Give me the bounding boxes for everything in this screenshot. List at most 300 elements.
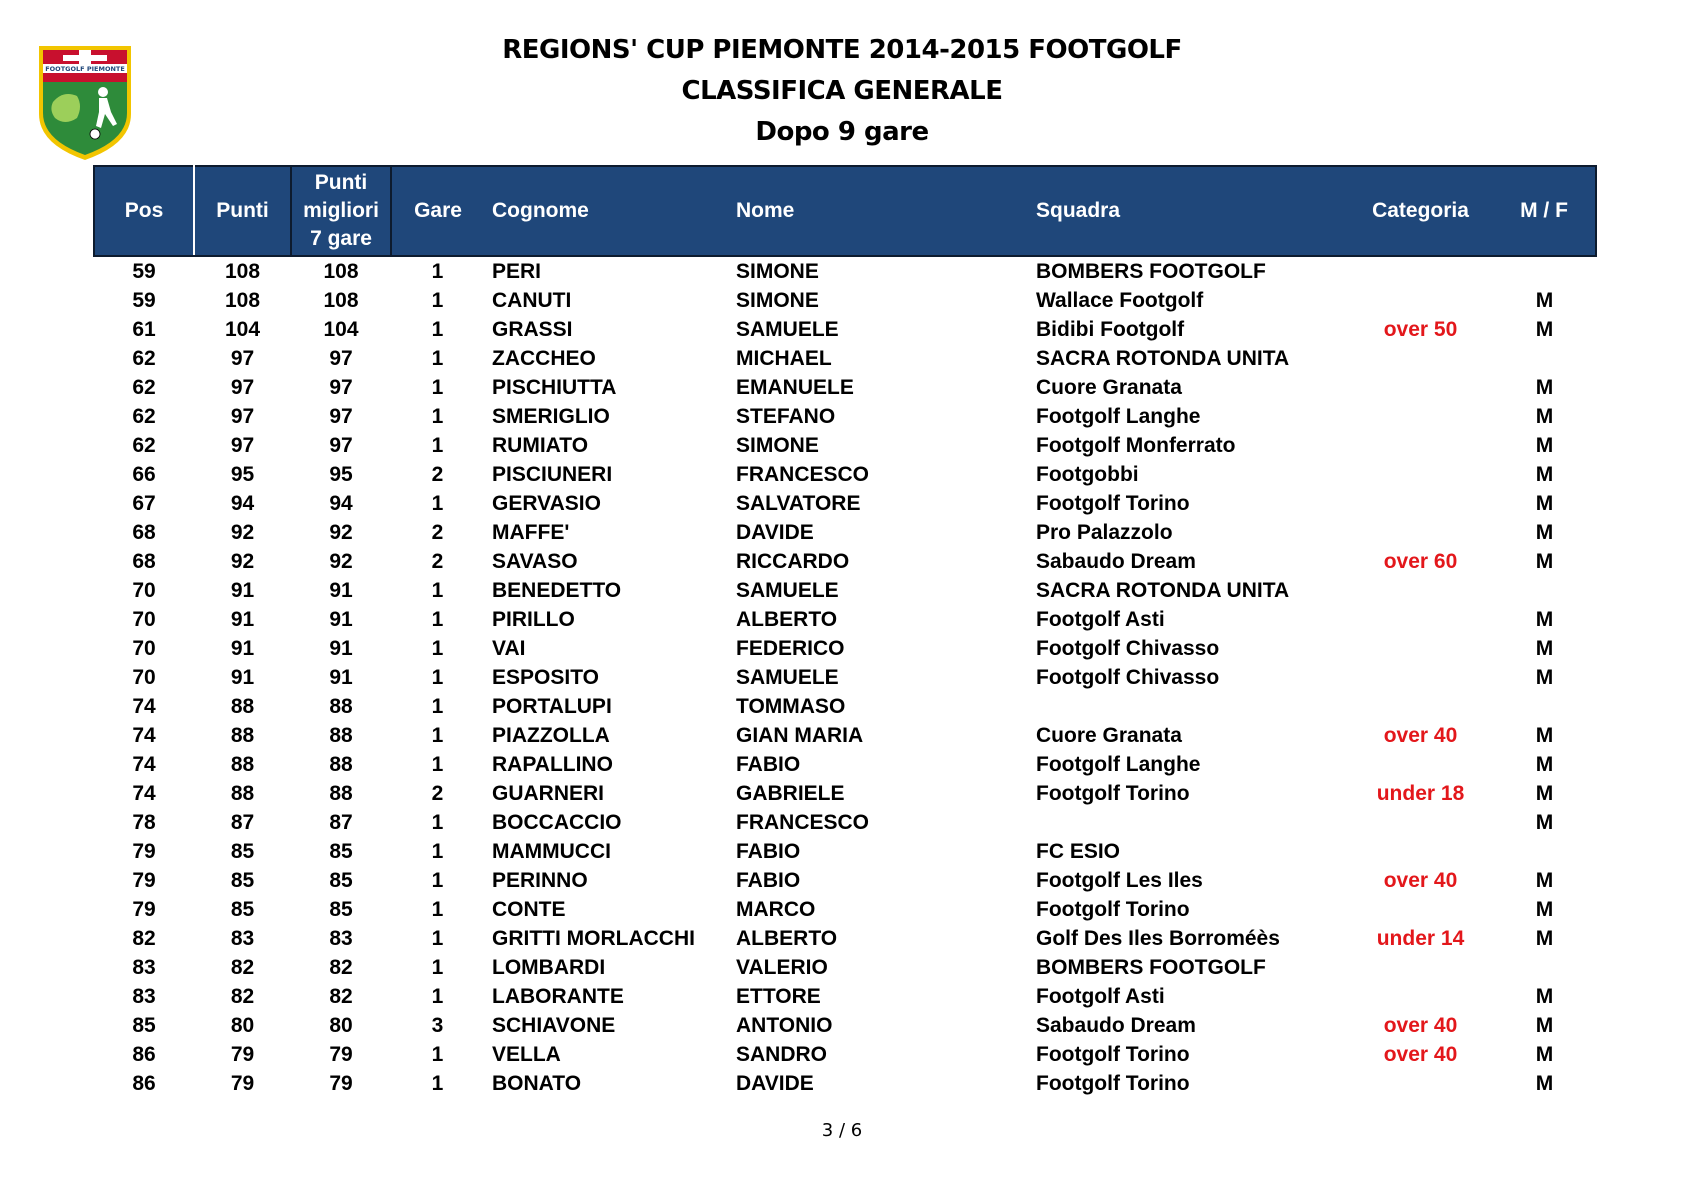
cell-mf: M bbox=[1535, 376, 1554, 399]
cell-gare: 1 bbox=[431, 753, 444, 776]
cell-punti: 83 bbox=[230, 927, 255, 950]
cell-nome: MARCO bbox=[736, 898, 816, 921]
table-row bbox=[94, 634, 1596, 663]
cell-cognome: GUARNERI bbox=[492, 782, 605, 805]
cell-punti: 108 bbox=[224, 289, 261, 312]
col-header-mf: M / F bbox=[1493, 166, 1596, 256]
cell-gare: 1 bbox=[431, 289, 444, 312]
cell-pos: 70 bbox=[132, 579, 156, 602]
cell-categoria: over 40 bbox=[1383, 724, 1458, 747]
cell-mf: M bbox=[1535, 985, 1554, 1008]
cell-cognome: LABORANTE bbox=[492, 985, 624, 1008]
cell-pos: 62 bbox=[132, 347, 156, 370]
cell-mf: M bbox=[1535, 782, 1554, 805]
cell-cognome: BOCCACCIO bbox=[492, 811, 622, 834]
cell-nome: DAVIDE bbox=[736, 521, 814, 544]
cell-punti-migliori: 91 bbox=[329, 608, 353, 631]
cell-punti-migliori: 104 bbox=[323, 318, 359, 341]
cell-pos: 62 bbox=[132, 434, 156, 457]
cell-gare: 2 bbox=[431, 521, 444, 544]
cell-nome: VALERIO bbox=[736, 956, 828, 979]
cell-mf bbox=[1493, 256, 1596, 286]
table-row bbox=[94, 344, 1596, 373]
cell-categoria: under 14 bbox=[1376, 927, 1465, 950]
cell-gare: 1 bbox=[431, 666, 444, 689]
cell-mf: M bbox=[1535, 608, 1554, 631]
cell-nome: SIMONE bbox=[736, 289, 819, 312]
cell-cognome: BENEDETTO bbox=[492, 579, 622, 602]
cell-gare: 1 bbox=[431, 492, 444, 515]
cell-punti-migliori: 83 bbox=[329, 927, 353, 950]
cell-punti-migliori: 79 bbox=[329, 1072, 353, 1095]
cell-squadra: Footgolf Langhe bbox=[1036, 753, 1201, 776]
cell-squadra: SACRA ROTONDA UNITA bbox=[1036, 579, 1290, 602]
table-row bbox=[94, 837, 1596, 866]
table-row bbox=[94, 895, 1596, 924]
table-row bbox=[94, 402, 1596, 431]
cell-mf: M bbox=[1535, 1014, 1554, 1037]
col-header-punti-migliori-line3: 7 gare bbox=[310, 227, 372, 250]
cell-pos: 79 bbox=[132, 869, 156, 892]
cell-punti: 97 bbox=[230, 405, 255, 428]
cell-nome: GIAN MARIA bbox=[736, 724, 864, 747]
cell-punti-migliori: 85 bbox=[329, 869, 353, 892]
table-body bbox=[94, 256, 1596, 1098]
cell-categoria bbox=[1348, 692, 1493, 721]
cell-mf: M bbox=[1535, 869, 1554, 892]
cell-gare: 1 bbox=[431, 1072, 444, 1095]
cell-categoria bbox=[1348, 373, 1493, 402]
cell-categoria bbox=[1348, 518, 1493, 547]
cell-mf bbox=[1493, 692, 1596, 721]
cell-cognome: GRITTI MORLACCHI bbox=[492, 927, 695, 950]
cell-mf: M bbox=[1535, 289, 1554, 312]
cell-punti: 92 bbox=[230, 521, 255, 544]
cell-categoria: under 18 bbox=[1376, 782, 1465, 805]
cell-gare: 1 bbox=[431, 985, 444, 1008]
table-row bbox=[94, 866, 1596, 895]
table-row bbox=[94, 576, 1596, 605]
cell-gare: 1 bbox=[431, 869, 444, 892]
cell-punti: 91 bbox=[230, 637, 255, 660]
cell-punti: 108 bbox=[224, 260, 261, 283]
cell-categoria bbox=[1348, 1069, 1493, 1098]
cell-gare: 1 bbox=[431, 376, 444, 399]
cell-punti: 97 bbox=[230, 434, 255, 457]
cell-mf bbox=[1493, 576, 1596, 605]
cell-categoria bbox=[1348, 953, 1493, 982]
cell-punti-migliori: 97 bbox=[329, 434, 353, 457]
cell-cognome: PISCHIUTTA bbox=[492, 376, 617, 399]
cell-gare: 3 bbox=[431, 1014, 444, 1037]
cell-punti: 91 bbox=[230, 666, 255, 689]
cell-gare: 1 bbox=[431, 260, 444, 283]
table-row bbox=[94, 1069, 1596, 1098]
cell-mf: M bbox=[1535, 898, 1554, 921]
cell-nome: SIMONE bbox=[736, 434, 819, 457]
cell-categoria bbox=[1348, 286, 1493, 315]
cell-nome: MICHAEL bbox=[736, 347, 832, 370]
cell-mf: M bbox=[1535, 434, 1554, 457]
cell-nome: ALBERTO bbox=[736, 927, 838, 950]
cell-squadra: BOMBERS FOOTGOLF bbox=[1036, 956, 1266, 979]
cell-categoria bbox=[1348, 605, 1493, 634]
cell-punti: 95 bbox=[230, 463, 255, 486]
cell-punti-migliori: 108 bbox=[323, 260, 359, 283]
cell-punti: 88 bbox=[230, 724, 255, 747]
cell-cognome: PIRILLO bbox=[492, 608, 575, 631]
cell-punti-migliori: 88 bbox=[329, 782, 353, 805]
cell-punti: 92 bbox=[230, 550, 255, 573]
cell-squadra: Footgolf Asti bbox=[1036, 985, 1165, 1008]
table-row bbox=[94, 605, 1596, 634]
cell-squadra: Footgolf Chivasso bbox=[1036, 666, 1220, 689]
cell-pos: 85 bbox=[132, 1014, 156, 1037]
cell-pos: 59 bbox=[132, 289, 156, 312]
cell-squadra: Cuore Granata bbox=[1036, 376, 1182, 399]
cell-squadra: Footgolf Les Iles bbox=[1036, 869, 1203, 892]
cell-mf: M bbox=[1535, 550, 1554, 573]
table-row bbox=[94, 373, 1596, 402]
cell-gare: 1 bbox=[431, 579, 444, 602]
cell-cognome: CANUTI bbox=[492, 289, 572, 312]
cell-punti: 79 bbox=[230, 1072, 255, 1095]
cell-cognome: GRASSI bbox=[492, 318, 573, 341]
cell-mf: M bbox=[1535, 724, 1554, 747]
table-row bbox=[94, 460, 1596, 489]
cell-gare: 1 bbox=[431, 811, 444, 834]
cell-gare: 1 bbox=[431, 1043, 444, 1066]
cell-gare: 2 bbox=[431, 463, 444, 486]
cell-cognome: SCHIAVONE bbox=[492, 1014, 616, 1037]
table-row bbox=[94, 663, 1596, 692]
cell-nome: FABIO bbox=[736, 840, 801, 863]
cell-punti: 91 bbox=[230, 608, 255, 631]
cell-categoria bbox=[1348, 895, 1493, 924]
cell-pos: 74 bbox=[132, 695, 156, 718]
cell-mf: M bbox=[1535, 753, 1554, 776]
cell-pos: 83 bbox=[132, 985, 156, 1008]
cell-punti: 82 bbox=[230, 985, 255, 1008]
cell-pos: 79 bbox=[132, 840, 156, 863]
col-header-squadra: Squadra bbox=[1028, 166, 1348, 256]
cell-mf: M bbox=[1535, 666, 1554, 689]
table-row bbox=[94, 750, 1596, 779]
cell-mf: M bbox=[1535, 492, 1554, 515]
cell-pos: 68 bbox=[132, 521, 156, 544]
cell-categoria bbox=[1348, 576, 1493, 605]
cell-cognome: VELLA bbox=[492, 1043, 561, 1066]
cell-cognome: RAPALLINO bbox=[492, 753, 613, 776]
cell-cognome: GERVASIO bbox=[492, 492, 601, 515]
page-subtitle: CLASSIFICA GENERALE bbox=[681, 76, 1003, 106]
cell-punti-migliori: 82 bbox=[329, 985, 353, 1008]
table-row bbox=[94, 1011, 1596, 1040]
cell-gare: 1 bbox=[431, 956, 444, 979]
cell-punti-migliori: 88 bbox=[329, 695, 353, 718]
cell-nome: GABRIELE bbox=[736, 782, 845, 805]
cell-punti: 87 bbox=[230, 811, 255, 834]
cell-pos: 70 bbox=[132, 666, 156, 689]
cell-mf: M bbox=[1535, 1043, 1554, 1066]
cell-nome: SAMUELE bbox=[736, 666, 839, 689]
cell-squadra: Pro Palazzolo bbox=[1036, 521, 1173, 544]
cell-squadra: Footgolf Chivasso bbox=[1036, 637, 1220, 660]
cell-mf: M bbox=[1535, 927, 1554, 950]
cell-punti: 88 bbox=[230, 782, 255, 805]
cell-cognome: PISCIUNERI bbox=[492, 463, 613, 486]
cell-pos: 78 bbox=[132, 811, 156, 834]
cell-nome: SANDRO bbox=[736, 1043, 828, 1066]
cell-squadra: Golf Des Iles Borroméès bbox=[1036, 927, 1280, 950]
cell-squadra bbox=[1028, 692, 1348, 721]
cell-punti-migliori: 92 bbox=[329, 521, 353, 544]
cell-punti-migliori: 80 bbox=[329, 1014, 353, 1037]
cell-cognome: SAVASO bbox=[492, 550, 578, 573]
cell-mf bbox=[1493, 953, 1596, 982]
table-row bbox=[94, 721, 1596, 750]
cell-pos: 62 bbox=[132, 376, 156, 399]
cell-gare: 1 bbox=[431, 695, 444, 718]
cell-mf: M bbox=[1535, 637, 1554, 660]
cell-mf: M bbox=[1535, 521, 1554, 544]
cell-squadra: Footgolf Torino bbox=[1036, 1072, 1190, 1095]
cell-squadra: Footgolf Torino bbox=[1036, 898, 1190, 921]
table-row bbox=[94, 953, 1596, 982]
cell-gare: 1 bbox=[431, 840, 444, 863]
cell-pos: 74 bbox=[132, 753, 156, 776]
cell-categoria bbox=[1348, 663, 1493, 692]
table-row bbox=[94, 808, 1596, 837]
cell-squadra: Footgolf Torino bbox=[1036, 492, 1190, 515]
cell-pos: 61 bbox=[132, 318, 156, 341]
cell-punti-migliori: 85 bbox=[329, 840, 353, 863]
cell-pos: 83 bbox=[132, 956, 156, 979]
cell-cognome: VAI bbox=[492, 637, 526, 660]
cell-squadra: Bidibi Footgolf bbox=[1036, 318, 1185, 341]
col-header-pos: Pos bbox=[94, 166, 194, 256]
cell-pos: 86 bbox=[132, 1043, 156, 1066]
table-row bbox=[94, 982, 1596, 1011]
cell-nome: FRANCESCO bbox=[736, 811, 870, 834]
cell-nome: ETTORE bbox=[736, 985, 821, 1008]
cell-categoria bbox=[1348, 489, 1493, 518]
cell-categoria bbox=[1348, 460, 1493, 489]
cell-punti: 88 bbox=[230, 695, 255, 718]
cell-punti: 80 bbox=[230, 1014, 255, 1037]
cell-mf: M bbox=[1535, 405, 1554, 428]
cell-cognome: ESPOSITO bbox=[492, 666, 599, 689]
cell-cognome: MAFFE' bbox=[492, 521, 570, 544]
cell-nome: FEDERICO bbox=[736, 637, 845, 660]
cell-pos: 86 bbox=[132, 1072, 156, 1095]
cell-nome: ALBERTO bbox=[736, 608, 838, 631]
cell-nome: FRANCESCO bbox=[736, 463, 870, 486]
cell-cognome: RUMIATO bbox=[492, 434, 589, 457]
cell-punti: 104 bbox=[224, 318, 261, 341]
cell-punti: 85 bbox=[230, 869, 255, 892]
cell-punti-migliori: 92 bbox=[329, 550, 353, 573]
cell-punti: 97 bbox=[230, 376, 255, 399]
table-row bbox=[94, 924, 1596, 953]
cell-punti-migliori: 82 bbox=[329, 956, 353, 979]
col-header-gare: Gare bbox=[391, 166, 484, 256]
cell-squadra: Footgolf Asti bbox=[1036, 608, 1165, 631]
logo-text: FOOTGOLF PIEMONTE bbox=[45, 65, 125, 73]
col-header-punti-migliori bbox=[291, 166, 391, 256]
col-header-punti-migliori-line2: migliori bbox=[303, 199, 379, 222]
cell-punti: 88 bbox=[230, 753, 255, 776]
cell-pos: 70 bbox=[132, 608, 156, 631]
table-row bbox=[94, 692, 1596, 721]
cell-gare: 1 bbox=[431, 608, 444, 631]
cell-categoria bbox=[1348, 256, 1493, 286]
cell-squadra: Footgolf Torino bbox=[1036, 1043, 1190, 1066]
cell-mf: M bbox=[1535, 318, 1554, 341]
cell-gare: 1 bbox=[431, 434, 444, 457]
cell-cognome: PORTALUPI bbox=[492, 695, 612, 718]
cell-punti-migliori: 91 bbox=[329, 666, 353, 689]
cell-nome: STEFANO bbox=[736, 405, 836, 428]
cell-pos: 70 bbox=[132, 637, 156, 660]
cell-cognome: PERI bbox=[492, 260, 542, 283]
cell-squadra: Footgolf Torino bbox=[1036, 782, 1190, 805]
cell-squadra: Cuore Granata bbox=[1036, 724, 1182, 747]
cell-punti-migliori: 97 bbox=[329, 376, 353, 399]
cell-pos: 67 bbox=[132, 492, 156, 515]
cell-categoria bbox=[1348, 982, 1493, 1011]
cell-gare: 1 bbox=[431, 898, 444, 921]
cell-nome: FABIO bbox=[736, 869, 801, 892]
cell-gare: 1 bbox=[431, 347, 444, 370]
cell-cognome: ZACCHEO bbox=[492, 347, 596, 370]
cell-gare: 2 bbox=[431, 782, 444, 805]
page-title: REGIONS' CUP PIEMONTE 2014-2015 FOOTGOLF bbox=[502, 35, 1182, 65]
cell-punti: 97 bbox=[230, 347, 255, 370]
classification-table bbox=[93, 165, 1597, 1098]
cell-categoria: over 40 bbox=[1383, 1014, 1458, 1037]
cell-categoria bbox=[1348, 344, 1493, 373]
cell-nome: SALVATORE bbox=[736, 492, 861, 515]
cell-punti-migliori: 91 bbox=[329, 637, 353, 660]
cell-punti-migliori: 85 bbox=[329, 898, 353, 921]
cell-pos: 82 bbox=[132, 927, 156, 950]
cell-gare: 1 bbox=[431, 405, 444, 428]
cell-categoria bbox=[1348, 750, 1493, 779]
cell-punti-migliori: 88 bbox=[329, 753, 353, 776]
table-row bbox=[94, 256, 1596, 286]
document-header bbox=[0, 30, 1684, 153]
table-row bbox=[94, 315, 1596, 344]
cell-squadra: Wallace Footgolf bbox=[1036, 289, 1204, 312]
cell-gare: 1 bbox=[431, 927, 444, 950]
cell-squadra: Footgolf Langhe bbox=[1036, 405, 1201, 428]
table-row bbox=[94, 779, 1596, 808]
cell-punti-migliori: 79 bbox=[329, 1043, 353, 1066]
table-row bbox=[94, 518, 1596, 547]
cell-categoria bbox=[1348, 837, 1493, 866]
table-row bbox=[94, 1040, 1596, 1069]
col-header-cognome: Cognome bbox=[484, 166, 728, 256]
cell-punti-migliori: 88 bbox=[329, 724, 353, 747]
page-subtitle-detail: Dopo 9 gare bbox=[755, 117, 929, 147]
col-header-punti: Punti bbox=[194, 166, 291, 256]
cell-mf: M bbox=[1535, 463, 1554, 486]
cell-categoria: over 40 bbox=[1383, 869, 1458, 892]
cell-squadra: SACRA ROTONDA UNITA bbox=[1036, 347, 1290, 370]
cell-punti-migliori: 95 bbox=[329, 463, 353, 486]
cell-punti-migliori: 91 bbox=[329, 579, 353, 602]
cell-pos: 74 bbox=[132, 782, 156, 805]
cell-gare: 1 bbox=[431, 637, 444, 660]
cell-gare: 2 bbox=[431, 550, 444, 573]
cell-punti: 79 bbox=[230, 1043, 255, 1066]
col-header-punti-migliori-line1: Punti bbox=[314, 171, 368, 194]
cell-gare: 1 bbox=[431, 724, 444, 747]
cell-mf bbox=[1493, 837, 1596, 866]
cell-nome: SIMONE bbox=[736, 260, 819, 283]
cell-cognome: BONATO bbox=[492, 1072, 582, 1095]
cell-nome: ANTONIO bbox=[736, 1014, 833, 1037]
cell-punti: 82 bbox=[230, 956, 255, 979]
cell-cognome: LOMBARDI bbox=[492, 956, 606, 979]
cell-squadra: Footgolf Monferrato bbox=[1036, 434, 1236, 457]
cell-cognome: MAMMUCCI bbox=[492, 840, 611, 863]
cell-categoria bbox=[1348, 402, 1493, 431]
cell-cognome: PERINNO bbox=[492, 869, 588, 892]
cell-cognome: SMERIGLIO bbox=[492, 405, 610, 428]
cell-squadra bbox=[1028, 808, 1348, 837]
cell-nome: SAMUELE bbox=[736, 579, 839, 602]
table-row bbox=[94, 489, 1596, 518]
cell-pos: 66 bbox=[132, 463, 156, 486]
col-header-nome: Nome bbox=[728, 166, 1028, 256]
cell-punti-migliori: 87 bbox=[329, 811, 353, 834]
table-row bbox=[94, 431, 1596, 460]
cell-pos: 59 bbox=[132, 260, 156, 283]
col-header-categoria: Categoria bbox=[1348, 166, 1493, 256]
cell-nome: RICCARDO bbox=[736, 550, 850, 573]
cell-nome: EMANUELE bbox=[736, 376, 854, 399]
table-row bbox=[94, 547, 1596, 576]
cell-mf: M bbox=[1535, 1072, 1554, 1095]
cell-categoria: over 60 bbox=[1383, 550, 1458, 573]
cell-nome: TOMMASO bbox=[736, 695, 846, 718]
cell-punti-migliori: 94 bbox=[329, 492, 353, 515]
cell-cognome: CONTE bbox=[492, 898, 566, 921]
cell-nome: FABIO bbox=[736, 753, 801, 776]
cell-mf: M bbox=[1535, 811, 1554, 834]
cell-punti: 85 bbox=[230, 840, 255, 863]
cell-categoria bbox=[1348, 431, 1493, 460]
cell-punti: 94 bbox=[230, 492, 255, 515]
cell-punti-migliori: 108 bbox=[323, 289, 359, 312]
cell-nome: DAVIDE bbox=[736, 1072, 814, 1095]
cell-punti-migliori: 97 bbox=[329, 347, 353, 370]
cell-punti: 85 bbox=[230, 898, 255, 921]
cell-mf bbox=[1493, 344, 1596, 373]
cell-categoria bbox=[1348, 634, 1493, 663]
cell-squadra: Footgobbi bbox=[1036, 463, 1139, 486]
cell-squadra: Sabaudo Dream bbox=[1036, 1014, 1196, 1037]
cell-pos: 68 bbox=[132, 550, 156, 573]
cell-punti: 91 bbox=[230, 579, 255, 602]
cell-squadra: BOMBERS FOOTGOLF bbox=[1036, 260, 1266, 283]
cell-pos: 79 bbox=[132, 898, 156, 921]
cell-punti-migliori: 97 bbox=[329, 405, 353, 428]
cell-categoria bbox=[1348, 808, 1493, 837]
cell-gare: 1 bbox=[431, 318, 444, 341]
